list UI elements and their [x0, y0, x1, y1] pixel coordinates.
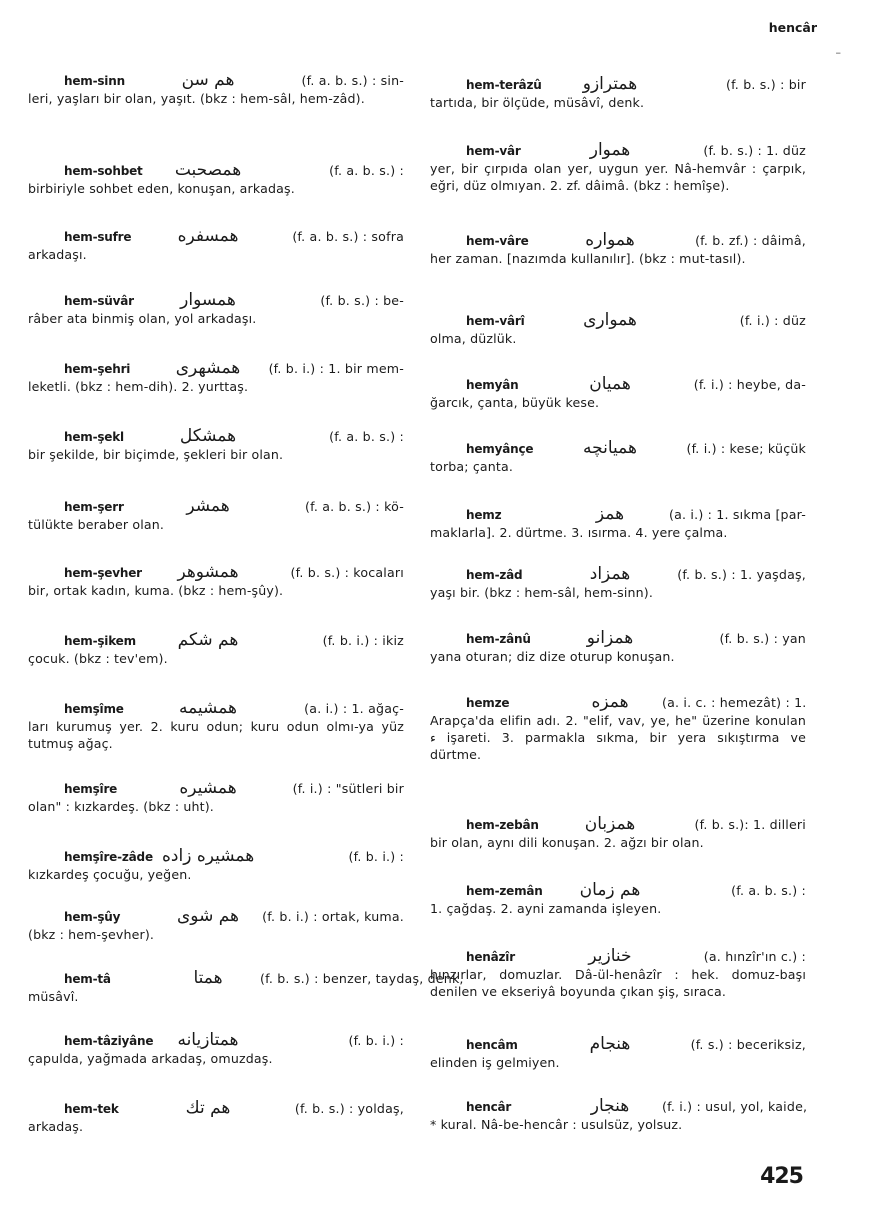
entry-head-line	[28, 1032, 404, 1050]
entry-arabic-script: همزبان	[584, 814, 636, 834]
entry-arabic-script: هم شكم	[177, 630, 239, 650]
entry-headword: hem-tek	[64, 1102, 119, 1116]
entry-headword: hem-terâzû	[466, 78, 542, 92]
dictionary-entry	[430, 566, 806, 601]
dictionary-entry	[430, 232, 806, 267]
entry-grammar-definition: (f. i.) : düz	[739, 313, 806, 328]
entry-head-line	[430, 694, 806, 712]
entry-arabic-script: هم شوى	[176, 906, 239, 926]
entry-arabic-script: همصحبت	[174, 160, 242, 180]
entry-arabic-script: هم زمان	[579, 880, 641, 900]
entry-arabic-script: همشكل	[179, 426, 237, 446]
dictionary-entry	[430, 1098, 806, 1133]
dictionary-entry	[28, 292, 404, 327]
entry-headword: hem-tâ	[64, 972, 111, 986]
entry-arabic-script: همشيره	[179, 778, 237, 798]
entry-headword: hem-zânû	[466, 632, 531, 646]
entry-definition-text: ğarcık, çanta, büyük kese.	[430, 395, 600, 410]
entry-grammar-definition: (f. b. zf.) : dâimâ,	[695, 233, 806, 248]
entry-head-line	[28, 360, 404, 378]
entry-grammar-definition: (f. b. s.) : 1. düz	[703, 143, 806, 158]
entry-headword: hencâm	[466, 1038, 518, 1052]
dictionary-entry	[28, 780, 404, 815]
entry-grammar-definition: (f. b. i.) :	[348, 849, 404, 864]
entry-headword: hem-şekl	[64, 430, 124, 444]
entry-headword: hemşîre-zâde	[64, 850, 153, 864]
entry-definition-text: birbiriyle sohbet eden, konuşan, arkadaş.	[28, 181, 295, 196]
entry-headword: hemşîme	[64, 702, 124, 716]
entry-headword: henâzîr	[466, 950, 515, 964]
entry-definition-text: bir olan, aynı dili konuşan. 2. ağzı bir olan.	[430, 835, 704, 850]
entry-head-line	[430, 376, 806, 394]
guide-word: hencâr	[768, 20, 817, 35]
entry-definition-text: ları kurumuş yer. 2. kuru odun; kuru odun olmı-ya yüz tutmuş ağaç.	[28, 719, 404, 751]
dictionary-entry	[28, 228, 404, 263]
entry-headword: hemze	[466, 696, 510, 710]
entry-arabic-script: هميان	[589, 374, 631, 394]
entry-grammar-definition: (a. i. c. : hemezât) : 1.	[662, 695, 807, 710]
entry-headword: hem-sohbet	[64, 164, 143, 178]
entry-grammar-definition: (f. b. s.) : 1. yaşdaş,	[677, 567, 806, 582]
entry-grammar-definition: (f. b. s.) : benzer, taydaş, denk,	[260, 971, 464, 986]
dictionary-entry	[28, 72, 404, 107]
entry-grammar-definition: (f. a. b. s.) :	[329, 163, 404, 178]
dictionary-entry	[430, 376, 806, 411]
entry-head-line	[430, 882, 806, 900]
entry-headword: hem-sufre	[64, 230, 132, 244]
entry-headword: hemz	[466, 508, 502, 522]
entry-grammar-definition: (f. a. b. s.) : kö-	[304, 499, 404, 514]
entry-headword: hem-şerr	[64, 500, 124, 514]
entry-arabic-script: هم تك	[185, 1098, 231, 1118]
entry-arabic-script: همواری	[583, 310, 637, 330]
entry-head-line	[28, 700, 404, 718]
entry-definition-text: leketli. (bkz : hem-dih). 2. yurttaş.	[28, 379, 249, 394]
dictionary-entry	[28, 968, 464, 1005]
entry-arabic-script: همز	[595, 504, 625, 524]
entry-head-line	[430, 142, 806, 160]
entry-head-line	[430, 506, 806, 524]
entry-head-line	[28, 632, 404, 650]
entry-arabic-script: همشوهر	[177, 562, 239, 582]
entry-definition-text: kızkardeş çocuğu, yeğen.	[28, 867, 192, 882]
entry-grammar-definition: (f. b. i.) : ikiz	[322, 633, 404, 648]
entry-definition-text: torba; çanta.	[430, 459, 514, 474]
entry-definition-text: 1. çağdaş. 2. ayni zamanda işleyen.	[430, 901, 662, 916]
entry-headword: hem-şehri	[64, 362, 131, 376]
entry-definition-text: müsâvî.	[28, 989, 79, 1004]
entry-grammar-definition: (f. a. b. s.) : sin-	[301, 73, 404, 88]
dictionary-entry	[430, 142, 806, 194]
entry-head-line	[28, 428, 404, 446]
dictionary-entry	[28, 908, 404, 943]
entry-definition-text: arkadaşı.	[28, 247, 87, 262]
entry-head-line	[430, 312, 806, 330]
entry-grammar-definition: (f. b. i.) :	[348, 1033, 404, 1048]
entry-definition-text: bir şekilde, bir biçimde, şekleri bir olan.	[28, 447, 284, 462]
entry-grammar-definition: (f. b. s.): 1. dilleri	[694, 817, 806, 832]
entry-head-line	[28, 908, 404, 926]
dictionary-entry	[28, 360, 404, 395]
dictionary-entry	[28, 498, 404, 533]
entry-headword: hem-şevher	[64, 566, 142, 580]
entry-head-line	[28, 498, 404, 516]
entry-definition-text: yaşı bir. (bkz : hem-sâl, hem-sinn).	[430, 585, 654, 600]
entry-head-line	[28, 292, 404, 310]
entry-definition-text: râber ata binmiş olan, yol arkadaşı.	[28, 311, 257, 326]
dictionary-entry	[28, 632, 404, 667]
entry-grammar-definition: (f. b. s.) : yoldaş,	[294, 1101, 404, 1116]
entry-headword: hem-vârî	[466, 314, 525, 328]
entry-definition-text: tülükte beraber olan.	[28, 517, 164, 532]
dictionary-entry	[430, 630, 806, 665]
entry-definition-text: leri, yaşları bir olan, yaşıt. (bkz : hem-sâl, hem-zâd).	[28, 91, 365, 106]
entry-head-line	[28, 564, 404, 582]
entry-grammar-definition: (f. i.) : "sütleri bir	[292, 781, 404, 796]
dictionary-entry	[430, 816, 806, 851]
entry-headword: hem-zebân	[466, 818, 539, 832]
entry-definition-text: * kural. Nâ-be-hencâr : usulsüz, yolsuz.	[430, 1117, 683, 1132]
entry-arabic-script: همزاد	[589, 564, 631, 584]
entry-arabic-script: هميانچه	[583, 438, 637, 458]
dictionary-entry	[28, 1100, 404, 1135]
entry-headword: hem-süvâr	[64, 294, 134, 308]
dictionary-entry	[28, 564, 404, 599]
dictionary-entry	[430, 882, 806, 917]
entry-arabic-script: همشهری	[175, 358, 241, 378]
entry-headword: hem-vâre	[466, 234, 529, 248]
entry-definition-text: her zaman. [nazımda kullanılır]. (bkz : mut-tasıl).	[430, 251, 746, 266]
entry-head-line	[28, 72, 404, 90]
dictionary-entry	[28, 848, 404, 883]
entry-grammar-definition: (f. b. s.) : yan	[719, 631, 806, 646]
entry-grammar-definition: (f. b. s.) : bir	[725, 77, 806, 92]
entry-head-line	[28, 228, 404, 246]
entry-definition-text: yana oturan; diz dize oturup konuşan.	[430, 649, 675, 664]
page-number: 425	[760, 1164, 803, 1189]
entry-arabic-script: هنجام	[589, 1034, 631, 1054]
entry-definition-text: olma, düzlük.	[430, 331, 517, 346]
dictionary-entry	[430, 1036, 806, 1071]
entry-head-line	[430, 440, 806, 458]
entry-grammar-definition: (f. i.) : heybe, da-	[693, 377, 806, 392]
entry-headword: hem-zâd	[466, 568, 523, 582]
entry-definition-text: elinden iş gelmiyen.	[430, 1055, 560, 1070]
entry-headword: hem-vâr	[466, 144, 521, 158]
entry-head-line	[28, 162, 404, 180]
entry-definition-text: arkadaş.	[28, 1119, 84, 1134]
entry-headword: hemyânçe	[466, 442, 534, 456]
entry-definition-text: çocuk. (bkz : tev'em).	[28, 651, 168, 666]
entry-grammar-definition: (a. i.) : 1. sıkma [par-	[668, 507, 806, 522]
entry-arabic-script: همسوار	[180, 290, 236, 310]
entry-definition-text: hınzırlar, domuzlar. Dâ-ül-henâzîr : hek. domuz-başı denilen ve ekseriyâ boyunda çıkan şiş, sıraca.	[430, 967, 806, 999]
entry-head-line	[28, 848, 404, 866]
entry-headword: hencâr	[466, 1100, 512, 1114]
entry-arabic-script: همواره	[585, 230, 635, 250]
entry-head-line	[430, 630, 806, 648]
entry-arabic-script: همتازيانه	[177, 1030, 239, 1050]
entry-head-line	[28, 780, 404, 798]
entry-grammar-definition: (f. a. b. s.) :	[329, 429, 404, 444]
entry-grammar-definition: (a. i.) : 1. ağaç-	[304, 701, 404, 716]
entry-definition-text: bir, ortak kadın, kuma. (bkz : hem-şûy).	[28, 583, 284, 598]
entry-headword: hem-şikem	[64, 634, 136, 648]
dictionary-entry	[28, 700, 404, 752]
entry-grammar-definition: (f. b. i.) : 1. bir mem-	[268, 361, 404, 376]
entry-grammar-definition: (f. s.) : beceriksiz,	[690, 1037, 806, 1052]
entry-grammar-definition: (f. b. i.) : ortak, kuma.	[262, 909, 404, 924]
entry-definition-text: maklarla]. 2. dürtme. 3. ısırma. 4. yere çalma.	[430, 525, 728, 540]
entry-headword: hem-zemân	[466, 884, 543, 898]
dictionary-entry	[430, 506, 806, 541]
entry-headword: hemyân	[466, 378, 519, 392]
entry-arabic-script: همتا	[193, 968, 223, 988]
entry-head-line	[28, 968, 464, 988]
dictionary-entry	[430, 694, 806, 763]
entry-grammar-definition: (f. b. s.) : kocaları	[290, 565, 404, 580]
entry-head-line	[430, 948, 806, 966]
entry-head-line	[430, 232, 806, 250]
entry-arabic-script: همزه	[591, 692, 629, 712]
dictionary-entry	[430, 76, 806, 111]
entry-grammar-definition: (a. hınzîr'ın c.) :	[703, 949, 806, 964]
entry-arabic-script: همشر	[186, 496, 230, 516]
entry-definition-text: Arapça'da elifin adı. 2. "elif, vav, ye, he" üzerine konulan ء işareti. 3. parmakla sıkma, bir yera sıkıştırma ve dürtme.	[430, 713, 806, 762]
entry-headword: hem-tâziyâne	[64, 1034, 154, 1048]
dictionary-entry	[430, 948, 806, 1000]
entry-arabic-script: همترازو	[582, 74, 638, 94]
dictionary-entry	[28, 1032, 404, 1067]
entry-headword: hem-sinn	[64, 74, 125, 88]
entry-arabic-script: هم سن	[181, 70, 235, 90]
dictionary-entry	[430, 312, 806, 347]
entry-grammar-definition: (f. a. b. s.) : sofra	[292, 229, 404, 244]
entry-arabic-script: هنجار	[590, 1096, 630, 1116]
entry-arabic-script: همشيره زاده	[162, 846, 255, 866]
entry-definition-text: tartıda, bir ölçüde, müsâvî, denk.	[430, 95, 645, 110]
entry-grammar-definition: (f. a. b. s.) :	[731, 883, 806, 898]
entry-head-line	[430, 566, 806, 584]
entry-head-line	[430, 76, 806, 94]
entry-arabic-script: همزانو	[586, 628, 634, 648]
entry-arabic-script: همشيمه	[178, 698, 238, 718]
entry-definition-text: çapulda, yağmada arkadaş, omuzdaş.	[28, 1051, 273, 1066]
entry-arabic-script: هموار	[589, 140, 631, 160]
entry-head-line	[430, 1036, 806, 1054]
entry-head-line	[430, 816, 806, 834]
entry-grammar-definition: (f. i.) : kese; küçük	[686, 441, 806, 456]
margin-mark: –	[835, 46, 841, 59]
dictionary-entry	[430, 440, 806, 475]
entry-head-line	[28, 1100, 404, 1118]
entry-definition-text: yer, bir çırpıda olan yer, uygun yer. Nâ-hemvâr : çarpık, eğri, düz olmıyan. 2. zf. dâimâ. (bkz : hemîşe).	[430, 161, 806, 193]
dictionary-entry	[28, 162, 404, 197]
entry-definition-text: (bkz : hem-şevher).	[28, 927, 155, 942]
dictionary-entry	[28, 428, 404, 463]
entry-grammar-definition: (f. b. s.) : be-	[320, 293, 404, 308]
entry-head-line	[430, 1098, 806, 1116]
entry-headword: hemşîre	[64, 782, 118, 796]
entry-headword: hem-şûy	[64, 910, 121, 924]
entry-grammar-definition: (f. i.) : usul, yol, kaide,	[662, 1099, 808, 1114]
entry-definition-text: olan" : kızkardeş. (bkz : uht).	[28, 799, 214, 814]
entry-arabic-script: همسفره	[177, 226, 239, 246]
entry-arabic-script: خنازير	[588, 946, 632, 966]
